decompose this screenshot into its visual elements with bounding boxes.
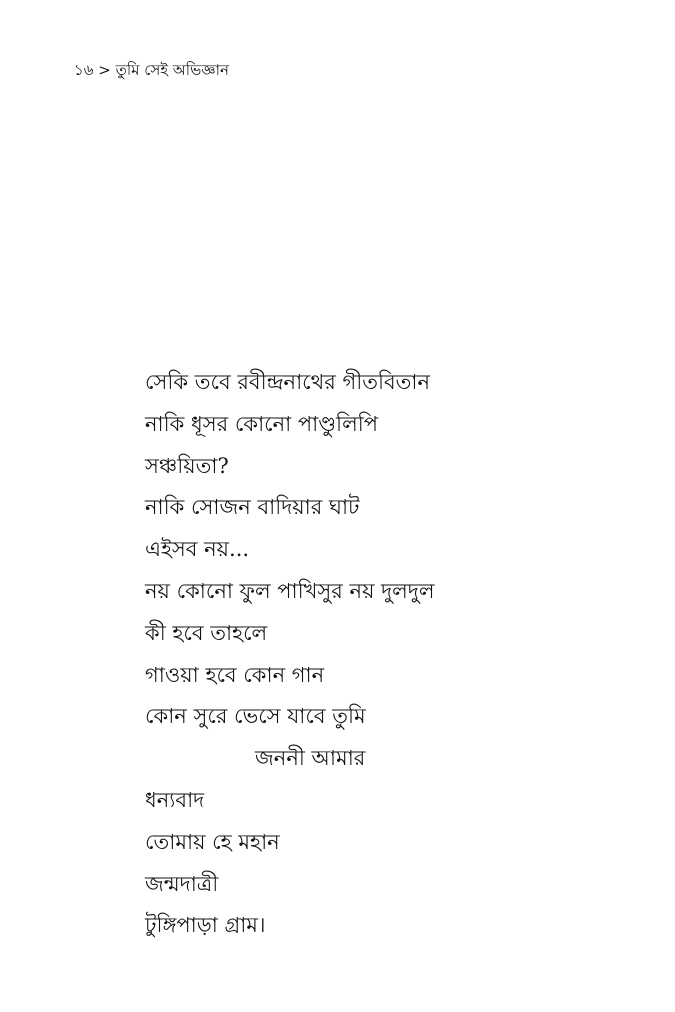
poem-line: জন্মদাত্রী xyxy=(145,871,219,896)
poem-line: নাকি ধূসর কোনো পাণ্ডুলিপি xyxy=(145,411,378,436)
poem-line: কোন সুরে ভেসে যাবে তুমি xyxy=(145,704,366,729)
poem-line: সঞ্চয়িতা? xyxy=(145,453,229,478)
poem-line: গাওয়া হবে কোন গান xyxy=(145,662,325,687)
poem-line: টুঙ্গিপাড়া গ্রাম। xyxy=(145,913,266,938)
poem-line-indented: জননী আমার xyxy=(255,746,366,771)
poem-line: ধন্যবাদ xyxy=(145,787,205,812)
running-header: ১৬ > তুমি সেই অভিজ্ঞান xyxy=(74,61,229,79)
poem-line: কী হবে তাহলে xyxy=(145,620,268,645)
poem-line: নয় কোনো ফুল পাখিসুর নয় দুলদুল xyxy=(145,578,435,603)
poem-line: এইসব নয়... xyxy=(145,537,250,562)
poem xyxy=(145,362,625,947)
poem-line: নাকি সোজন বাদিয়ার ঘাট xyxy=(145,495,360,520)
poem-line: সেকি তবে রবীন্দ্রনাথের গীতবিতান xyxy=(145,370,431,394)
poem-line: তোমায় হে মহান xyxy=(145,829,280,854)
